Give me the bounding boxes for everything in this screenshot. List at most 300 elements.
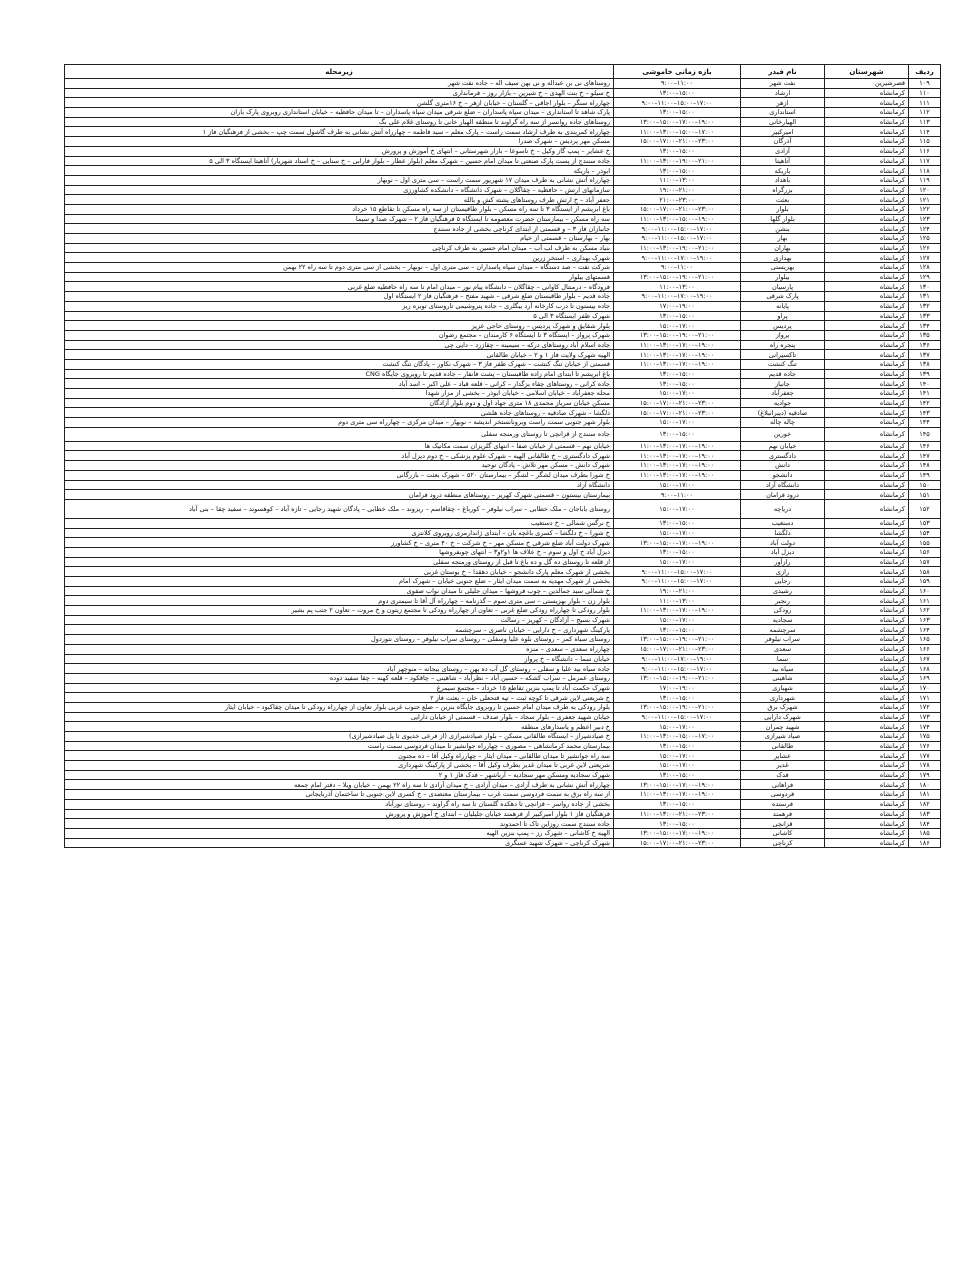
outage-time-cell: ۱۳:۰۰–۱۵:۰۰–۱۷:۰۰–۱۹:۰۰	[614, 780, 741, 790]
city-cell: کرمانشاه	[825, 528, 909, 538]
table-row	[65, 838, 941, 848]
area-cell: خیابان سما – دانشگاه – خ پرواز	[65, 654, 614, 664]
city-cell: کرمانشاه	[825, 819, 909, 829]
area-cell: چهارراه کمربندی به طرف ارشاد سمت راست – پارک معلم – سید فاطمه – چهارراه آتش نشانی به طرف گاشول سمت چپ – بخشی از فرهنگیان فاز ۱	[65, 127, 614, 137]
table-row	[65, 185, 941, 195]
feeder-cell: پردیس	[741, 321, 825, 331]
outage-time-cell: ۱۳:۰۰–۱۵:۰۰	[614, 819, 741, 829]
feeder-cell: دانشجو	[741, 470, 825, 480]
city-cell: کرمانشاه	[825, 282, 909, 292]
city-cell: کرمانشاه	[825, 635, 909, 645]
area-cell: شرکت نفت – صد دستگاه – میدان سپاه پاسداران – سی متری اول – نوبهار – بخشی از سی متری دوم تا سه راه ۲۲ بهمن	[65, 263, 614, 273]
row-number-cell: ۱۴۲	[909, 398, 941, 408]
table-row	[65, 441, 941, 451]
table-row	[65, 282, 941, 292]
feeder-cell: بنشن	[741, 224, 825, 234]
table-row	[65, 693, 941, 703]
row-number-cell: ۱۸۵	[909, 828, 941, 838]
table-row	[65, 272, 941, 282]
area-cell: خ صیادشیراز – ایستگاه طالقانی مسکن – بلوار صیادشیرازی (از فرعی خدیوی تا پل صیادشیرازی)	[65, 732, 614, 742]
city-cell: کرمانشاه	[825, 204, 909, 214]
city-cell: کرمانشاه	[825, 127, 909, 137]
table-header-row	[65, 65, 941, 79]
outage-time-cell: ۱۵:۰۰–۱۷:۰۰	[614, 761, 741, 771]
area-cell: پارکینگ شهرداری – خ دارایی – خیابان ناصری – سرچشمه	[65, 625, 614, 635]
city-cell: کرمانشاه	[825, 379, 909, 389]
area-cell: جاده سنندج از پست پارک صنعتی تا میدان امام حسین – شهرک معلم (بلوار عطار – بلوار فارابی – خ ستایی – خ استاد شهریار) آتاهیتا ایستگاه ۳ الی ۵	[65, 156, 614, 166]
row-number-cell: ۱۷۴	[909, 722, 941, 732]
city-cell: کرمانشاه	[825, 253, 909, 263]
row-number-cell: ۱۸۲	[909, 799, 941, 809]
row-number-cell: ۱۴۳	[909, 408, 941, 418]
outage-time-cell: ۱۳:۰۰–۱۵:۰۰–۱۹:۰۰–۲۱:۰۰	[614, 330, 741, 340]
city-cell: کرمانشاه	[825, 838, 909, 848]
row-number-cell: ۱۷۶	[909, 741, 941, 751]
outage-time-cell: ۱۵:۰۰–۱۷:۰۰	[614, 480, 741, 490]
row-number-cell: ۱۰۹	[909, 79, 941, 89]
outage-time-cell: ۹:۰۰–۱۱:۰۰	[614, 263, 741, 273]
city-cell: کرمانشاه	[825, 263, 909, 273]
table-row	[65, 204, 941, 214]
outage-table	[64, 64, 941, 848]
row-number-cell: ۱۴۰	[909, 379, 941, 389]
outage-time-cell: ۲۱:۰۰–۲۳:۰۰	[614, 195, 741, 205]
area-cell: باغ ابریشم از ایستگاه ۳ تا سه راه مسکن – بلوار طاقبستان از سه راه مسکن تا تقاطع ۱۵ خرداد	[65, 204, 614, 214]
outage-time-cell: ۱۵:۰۰–۱۷:۰۰	[614, 321, 741, 331]
area-cell: بهار – بهارستان – قسمتی از خیام	[65, 234, 614, 244]
city-cell: کرمانشاه	[825, 98, 909, 108]
row-number-cell: ۱۴۶	[909, 441, 941, 451]
row-number-cell: ۱۶۲	[909, 606, 941, 616]
row-number-cell: ۱۱۲	[909, 108, 941, 118]
area-cell: سه راه جوانشیر تا میدان طالقانی – میدان ایثار – چهارراه وکیل آقا – ده مجنون	[65, 751, 614, 761]
row-number-cell: ۱۲۸	[909, 263, 941, 273]
row-number-cell: ۱۱۸	[909, 166, 941, 176]
area-cell: از سه راه برق به سمت فردوسی سمت غرب – بیمارستان معتضدی – خ کسری لاین جنوبی تا ساختمان آذربایجانی	[65, 790, 614, 800]
area-cell: چهارراه آتش نشانی به طرف آزادی – میدان آزادی – خ میدان آزادی تا سه راه ۲۲ بهمن – خیابان ویلا – دفتر امام جمعه	[65, 780, 614, 790]
outage-time-cell: ۱۳:۰۰–۱۵:۰۰	[614, 547, 741, 557]
outage-time-cell: ۱۱:۰۰–۱۳:۰۰–۱۷:۰۰–۱۹:۰۰	[614, 790, 741, 800]
area-cell: خیابان شهید جعفری – بلوار سجاد – بلوار صدف – قسمتی از خیابان دارایی	[65, 712, 614, 722]
area-cell: دیزل آباد خ اول و سوم – خ علاف ها ۱و۲و۳ – انتهای چوبفروشها	[65, 547, 614, 557]
feeder-cell: شهید چمران	[741, 722, 825, 732]
area-cell: شهرک بسیج – آزادگان – کهریز – رسالت	[65, 615, 614, 625]
area-cell: جاده سنندج سمت روزاین تاک تا احمدوند	[65, 819, 614, 829]
outage-time-cell: ۱۳:۰۰–۱۵:۰۰	[614, 166, 741, 176]
city-cell: کرمانشاه	[825, 586, 909, 596]
city-cell: کرمانشاه	[825, 499, 909, 518]
table-row	[65, 234, 941, 244]
feeder-cell: آذرگان	[741, 137, 825, 147]
row-number-cell: ۱۳۸	[909, 359, 941, 369]
table-row	[65, 615, 941, 625]
row-number-cell: ۱۳۱	[909, 292, 941, 302]
city-cell: کرمانشاه	[825, 799, 909, 809]
outage-time-cell: ۱۱:۰۰–۱۳:۰۰–۱۵:۰۰–۱۹:۰۰	[614, 214, 741, 224]
table-row	[65, 88, 941, 98]
city-cell: کرمانشاه	[825, 722, 909, 732]
feeder-cell: بلوار	[741, 204, 825, 214]
city-cell: کرمانشاه	[825, 292, 909, 302]
feeder-cell: دیزل آباد	[741, 547, 825, 557]
feeder-cell: سجادیه	[741, 615, 825, 625]
city-cell: کرمانشاه	[825, 340, 909, 350]
area-cell: چهارراه سنگر – بلوار اجاقی – گلستان – خیابان ازهر – خ ۱۶متری گلشن	[65, 98, 614, 108]
area-cell: خ عشایر – پمپ گاز وکیل – خ تاسوعا – بازار شهرستانی – انتهای خ آموزش و پرورش	[65, 146, 614, 156]
city-cell: کرمانشاه	[825, 156, 909, 166]
city-cell: کرمانشاه	[825, 350, 909, 360]
header-outage-time: بازه زمانی خاموشی	[614, 65, 741, 79]
city-cell: کرمانشاه	[825, 538, 909, 548]
city-cell: کرمانشاه	[825, 557, 909, 567]
row-number-cell: ۱۳۹	[909, 369, 941, 379]
header-city: شهرستان	[825, 65, 909, 79]
row-number-cell: ۱۲۱	[909, 195, 941, 205]
city-cell: کرمانشاه	[825, 234, 909, 244]
table-row	[65, 596, 941, 606]
area-cell: شهرک ظفر ایستگاه ۳ الی ۵	[65, 311, 614, 321]
area-cell: خ شریعتی لاین شرقی تا کوچه ثبت – تپه قتحعلی خان – بعثت فاز ۲	[65, 693, 614, 703]
city-cell: کرمانشاه	[825, 117, 909, 127]
city-cell: کرمانشاه	[825, 615, 909, 625]
row-number-cell: ۱۲۰	[909, 185, 941, 195]
feeder-cell: دانش	[741, 461, 825, 471]
outage-time-cell: ۱۱:۰۰–۱۳:۰۰–۱۵:۰۰–۱۷:۰۰	[614, 127, 741, 137]
outage-time-cell: ۹:۰۰–۱۱:۰۰–۱۵:۰۰–۱۷:۰۰	[614, 577, 741, 587]
table-row	[65, 722, 941, 732]
area-cell: بلوار رودکی تا چهارراه رودکی ضلع غربی – تعاون از چهارراه رودکی تا مجتمع زیتون و خ مروت – تعاون ۲ جنب پم بشیر	[65, 606, 614, 616]
city-cell: کرمانشاه	[825, 761, 909, 771]
row-number-cell: ۱۵۴	[909, 528, 941, 538]
city-cell: کرمانشاه	[825, 441, 909, 451]
city-cell: کرمانشاه	[825, 751, 909, 761]
outage-time-cell: ۱۳:۰۰–۱۵:۰۰	[614, 379, 741, 389]
table-row	[65, 547, 941, 557]
city-cell: کرمانشاه	[825, 301, 909, 311]
city-cell: کرمانشاه	[825, 790, 909, 800]
outage-time-cell: ۱۵:۰۰–۱۷:۰۰	[614, 557, 741, 567]
table-row	[65, 263, 941, 273]
area-cell: الهیه شهرک ولایت فاز ۱ و ۲ – خیابان طالقانی	[65, 350, 614, 360]
row-number-cell: ۱۵۳	[909, 518, 941, 528]
area-cell: قسمتهای بیلوار	[65, 272, 614, 282]
outage-time-cell: ۱۵:۰۰–۱۷:۰۰	[614, 418, 741, 428]
area-cell: بلوار زن – بلوار بهزیستی – سی متری سوم – گذرنامه – چهارراه آل آقا تا سیمتری دوم	[65, 596, 614, 606]
feeder-cell: سیاه بید	[741, 664, 825, 674]
feeder-cell: رازی	[741, 567, 825, 577]
area-cell: شهرک دولت آباد ضلع شرقی خ مسکن مهر – خ شرکت – خ ۴۰ متری – خ کشاورز	[65, 538, 614, 548]
feeder-cell: استانداری	[741, 108, 825, 118]
outage-time-cell: ۱۱:۰۰–۱۳:۰۰–۱۵:۰۰–۱۷:۰۰	[614, 732, 741, 742]
table-row	[65, 175, 941, 185]
outage-time-cell: ۱۳:۰۰–۱۵:۰۰	[614, 518, 741, 528]
feeder-cell: پارسیان	[741, 282, 825, 292]
area-cell: دلگشا – شهرک صادقیه – روستاهای جاده هلشی	[65, 408, 614, 418]
feeder-cell: پارک شرقی	[741, 292, 825, 302]
feeder-cell: نفت شهر	[741, 79, 825, 89]
area-cell: بیمارستان محمد کرمانشاهی – مصوری – چهارراه جوانشیر تا میدان فردوسی سمت راست	[65, 741, 614, 751]
table-body	[65, 79, 941, 848]
city-cell: کرمانشاه	[825, 185, 909, 195]
table-row	[65, 577, 941, 587]
city-cell: کرمانشاه	[825, 330, 909, 340]
area-cell: شریعتی لاین غربی تا میدان غدیر بطرف وکیل آقا – بخشی از پارکینگ شهرداری	[65, 761, 614, 771]
area-cell: خ شورا بطرف میدان لشگر – لشگر – بیمارستان ۵۲۰ – شهرک بعثت – بازرگانی	[65, 470, 614, 480]
feeder-cell: ارشاد	[741, 88, 825, 98]
table-row	[65, 408, 941, 418]
row-number-cell: ۱۷۳	[909, 712, 941, 722]
city-cell: کرمانشاه	[825, 224, 909, 234]
feeder-cell: غدیر	[741, 761, 825, 771]
feeder-cell: دولت آباد	[741, 538, 825, 548]
feeder-cell: فرستده	[741, 799, 825, 809]
outage-time-cell: ۱۹:۰۰–۲۱:۰۰	[614, 586, 741, 596]
row-number-cell: ۱۵۰	[909, 480, 941, 490]
outage-time-cell: ۱۹:۰۰–۲۱:۰۰	[614, 185, 741, 195]
outage-time-cell: ۱۵:۰۰–۱۷:۰۰–۲۱:۰۰–۲۳:۰۰	[614, 408, 741, 418]
table-row	[65, 137, 941, 147]
area-cell: شهرک حکمت آباد تا پمپ بنزین تقاطع ۱۵ خرداد – مجتمع سیمرغ	[65, 683, 614, 693]
city-cell: کرمانشاه	[825, 175, 909, 185]
city-cell: کرمانشاه	[825, 166, 909, 176]
outage-time-cell: ۱۵:۰۰–۱۷:۰۰–۲۱:۰۰–۲۳:۰۰	[614, 398, 741, 408]
outage-time-cell: ۱۳:۰۰–۱۵:۰۰	[614, 146, 741, 156]
row-number-cell: ۱۲۳	[909, 214, 941, 224]
table-row	[65, 398, 941, 408]
city-cell: کرمانشاه	[825, 664, 909, 674]
feeder-cell: صادقیه (دیبرانبلاغ)	[741, 408, 825, 418]
outage-time-cell: ۹:۰۰–۱۱:۰۰–۱۵:۰۰–۱۷:۰۰	[614, 664, 741, 674]
row-number-cell: ۱۸۴	[909, 819, 941, 829]
feeder-cell: دستغیب	[741, 518, 825, 528]
feeder-cell: تاکسیرانی	[741, 350, 825, 360]
row-number-cell: ۱۶۸	[909, 664, 941, 674]
row-number-cell: ۱۱۳	[909, 117, 941, 127]
area-cell: روستای عمرمل – سراب کشکه – حسین آباد – نظرآباد – شاهینی – چاقکود – قلعه کهنه – چقا سفید دوده	[65, 673, 614, 683]
feeder-cell: بیلوار	[741, 272, 825, 282]
area-cell: چهارراه آتش نشانی به طرف میدان ۱۷ شهریور سمت راست – سی متری اول – نوبهار	[65, 175, 614, 185]
row-number-cell: ۱۸۶	[909, 838, 941, 848]
table-row	[65, 330, 941, 340]
table-row	[65, 243, 941, 253]
feeder-cell: دریاچه	[741, 499, 825, 518]
feeder-cell: بهاران	[741, 243, 825, 253]
area-cell: بخشی از جاده رواسر – قزانچی تا دهکده گلستان تا سه راه گراوند – روستای نورآباد	[65, 799, 614, 809]
outage-time-cell: ۱۵:۰۰–۱۷:۰۰–۲۱:۰۰–۲۳:۰۰	[614, 204, 741, 214]
table-row	[65, 635, 941, 645]
table-row	[65, 301, 941, 311]
row-number-cell: ۱۳۴	[909, 321, 941, 331]
table-row	[65, 98, 941, 108]
city-cell: کرمانشاه	[825, 780, 909, 790]
area-cell: بلوار شهر جنوبی سمت راست وبرونانستخر اندیشه – نوبهار – میدان مرکزی – چهارراه سی متری دوم	[65, 418, 614, 428]
outage-time-cell: ۱۵:۰۰–۱۷:۰۰	[614, 528, 741, 538]
outage-time-cell: ۱۷:۰۰–۱۹:۰۰	[614, 301, 741, 311]
table-row	[65, 790, 941, 800]
outage-time-cell: ۱۵:۰۰–۱۷:۰۰–۲۱:۰۰–۲۳:۰۰	[614, 137, 741, 147]
row-number-cell: ۱۴۷	[909, 451, 941, 461]
area-cell: فرودگاه – درمنتال کاوانی – چقاگلان – دانشگاه پیام نور – میدان امام تا سه راه حافظیه ضلع غربی	[65, 282, 614, 292]
row-number-cell: ۱۲۶	[909, 243, 941, 253]
row-number-cell: ۱۲۵	[909, 234, 941, 244]
feeder-cell: خورین	[741, 427, 825, 441]
table-row	[65, 499, 941, 518]
table-row	[65, 586, 941, 596]
outage-time-cell: ۱۱:۰۰–۱۳:۰۰	[614, 596, 741, 606]
feeder-cell: صیاد شیرازی	[741, 732, 825, 742]
outage-time-cell: ۱۳:۰۰–۱۵:۰۰	[614, 108, 741, 118]
outage-time-cell: ۱۳:۰۰–۱۵:۰۰	[614, 311, 741, 321]
row-number-cell: ۱۶۵	[909, 635, 941, 645]
city-cell: کرمانشاه	[825, 451, 909, 461]
row-number-cell: ۱۶۹	[909, 673, 941, 683]
city-cell: کرمانشاه	[825, 518, 909, 528]
table-row	[65, 146, 941, 156]
feeder-cell: بزرگراه	[741, 185, 825, 195]
table-row	[65, 644, 941, 654]
table-row	[65, 427, 941, 441]
table-row	[65, 712, 941, 722]
area-cell: پارک شاهد تا استانداری – میدان سپاه پاسداران – ضلع شرقی میدان سپاه پاسداران – تا میدان حافظیه – خیابان استانداری روبروی پارک باران	[65, 108, 614, 118]
header-feeder: نام فیدر	[741, 65, 825, 79]
row-number-cell: ۱۱۶	[909, 146, 941, 156]
outage-time-cell: ۱۳:۰۰–۱۵:۰۰–۱۷:۰۰–۱۹:۰۰	[614, 828, 741, 838]
feeder-cell: چاله چاله	[741, 418, 825, 428]
outage-time-cell: ۱۳:۰۰–۱۵:۰۰	[614, 741, 741, 751]
feeder-cell: پایانه	[741, 301, 825, 311]
city-cell: کرمانشاه	[825, 577, 909, 587]
feeder-cell: عشایر	[741, 751, 825, 761]
outage-time-cell: ۱۱:۰۰–۱۳:۰۰–۱۷:۰۰–۱۹:۰۰	[614, 461, 741, 471]
feeder-cell: پراو	[741, 311, 825, 321]
feeder-cell: رودکی	[741, 606, 825, 616]
feeder-cell: الهیارخانی	[741, 117, 825, 127]
city-cell: کرمانشاه	[825, 702, 909, 712]
feeder-cell: رجایی	[741, 577, 825, 587]
table-row	[65, 528, 941, 538]
row-number-cell: ۱۱۵	[909, 137, 941, 147]
table-row	[65, 311, 941, 321]
city-cell: کرمانشاه	[825, 644, 909, 654]
table-row	[65, 340, 941, 350]
feeder-cell: فرهمند	[741, 809, 825, 819]
table-row	[65, 461, 941, 471]
feeder-cell: بهار	[741, 234, 825, 244]
city-cell: کرمانشاه	[825, 88, 909, 98]
table-row	[65, 214, 941, 224]
area-cell: روستاهای جاده روانسر از سه راه گراوند تا منطقه الهیار خانی تا روستای غلام علی بگ	[65, 117, 614, 127]
row-number-cell: ۱۸۰	[909, 780, 941, 790]
area-cell: روستاهای نی بن عبداله و نی بهن سیف اله – جاده نفت شهر	[65, 79, 614, 89]
row-number-cell: ۱۷۵	[909, 732, 941, 742]
area-cell: شهرک کرناچی – شهرک شهید عسگری	[65, 838, 614, 848]
table-row	[65, 418, 941, 428]
row-number-cell: ۱۴۸	[909, 461, 941, 471]
city-cell: کرمانشاه	[825, 673, 909, 683]
feeder-cell: فراهانی	[741, 780, 825, 790]
area-cell: شهرک بهداری – استخر زرین	[65, 253, 614, 263]
area-cell: خ دبیر اعظم و پاسدارهای منطقه	[65, 722, 614, 732]
feeder-cell: امیرکبیر	[741, 127, 825, 137]
city-cell: کرمانشاه	[825, 470, 909, 480]
city-cell: کرمانشاه	[825, 461, 909, 471]
row-number-cell: ۱۵۸	[909, 567, 941, 577]
table-row	[65, 780, 941, 790]
row-number-cell: ۱۷۲	[909, 702, 941, 712]
header-area: زیرمحله	[65, 65, 614, 79]
table-row	[65, 166, 941, 176]
table-row	[65, 828, 941, 838]
table-row	[65, 799, 941, 809]
area-cell: بخشی از شهرک معلم پارک دانشجو – خیابان دهقدا – خ بوستان غربی	[65, 567, 614, 577]
outage-time-cell: ۱۵:۰۰–۱۷:۰۰	[614, 499, 741, 518]
table-row	[65, 470, 941, 480]
area-cell: الهیه خ کاشانی – شهرک رز – پمپ بنزین الهیه	[65, 828, 614, 838]
area-cell: باغ ابریشم تا ابتدای امام زاده طاقبستان – پشت فانفار – جاده قدیم تا روبروی جایگاه CNG	[65, 369, 614, 379]
outage-time-cell: ۱۳:۰۰–۱۵:۰۰–۱۷:۰۰–۱۹:۰۰	[614, 117, 741, 127]
row-number-cell: ۱۴۵	[909, 427, 941, 441]
feeder-cell: ازهر	[741, 98, 825, 108]
feeder-cell: بهداری	[741, 253, 825, 263]
outage-time-cell: ۹:۰۰–۱۱:۰۰–۱۵:۰۰–۱۷:۰۰	[614, 224, 741, 234]
feeder-cell: جعفرآباد	[741, 389, 825, 399]
city-cell: کرمانشاه	[825, 770, 909, 780]
outage-time-cell: ۱۵:۰۰–۱۷:۰۰	[614, 389, 741, 399]
outage-time-cell: ۱۳:۰۰–۱۵:۰۰	[614, 625, 741, 635]
table-row	[65, 359, 941, 369]
table-row	[65, 606, 941, 616]
feeder-cell: آتاهیتا	[741, 156, 825, 166]
city-cell: قصرشیرین	[825, 79, 909, 89]
area-cell: سه راه مسکن – بیمارستان حضرت معصومه تا ایستگاه ۵ فرهنگیان فاز ۲ – شهرک صدا و سیما	[65, 214, 614, 224]
row-number-cell: ۱۶۶	[909, 644, 941, 654]
area-cell: جعفر آباد – خ ارتش طرف روستاهای پشته کش و بالله	[65, 195, 614, 205]
city-cell: کرمانشاه	[825, 654, 909, 664]
feeder-cell: شهرک دارایی	[741, 712, 825, 722]
row-number-cell: ۱۷۹	[909, 770, 941, 780]
table-row	[65, 654, 941, 664]
outage-time-cell: ۱۱:۰۰–۱۳:۰۰–۱۷:۰۰–۱۹:۰۰	[614, 359, 741, 369]
row-number-cell: ۱۵۲	[909, 499, 941, 518]
area-cell: خیابان نهم – قسمتی از خیابان صفا – انتهای گلریزان سمت مکانیک ها	[65, 441, 614, 451]
row-number-cell: ۱۱۷	[909, 156, 941, 166]
area-cell: خ نرگس شمالی – خ دستغیب	[65, 518, 614, 528]
city-cell: کرمانشاه	[825, 547, 909, 557]
table-row	[65, 379, 941, 389]
city-cell: کرمانشاه	[825, 606, 909, 616]
feeder-cell: خیابان نهم	[741, 441, 825, 451]
outage-time-cell: ۱۱:۰۰–۱۳:۰۰–۱۹:۰۰–۲۱:۰۰	[614, 243, 741, 253]
feeder-cell: شاهینی	[741, 673, 825, 683]
feeder-cell: سعدی	[741, 644, 825, 654]
table-row	[65, 732, 941, 742]
city-cell: کرمانشاه	[825, 108, 909, 118]
area-cell: روستای باباجان – ملک خطابی – سراب نیلوفر – کورباغ – چقاقاسم – ریزوند – ملک خطابی – پادگان شهید رجایی – تازه آباد – کوهسوند – سفید چقا – بنی آباد	[65, 499, 614, 518]
table-row	[65, 741, 941, 751]
outage-time-cell: ۱۵:۰۰–۱۷:۰۰–۲۱:۰۰–۲۳:۰۰	[614, 838, 741, 848]
area-cell: شهرک پرواز – ایستگاه ۳ تا ایستگاه ۶ کارمندان – مجتمع رضوان	[65, 330, 614, 340]
area-cell: دانشگاه آزاد	[65, 480, 614, 490]
area-cell: بلوار شقایق و شهرک پردیس – روستای حاجی عزیز	[65, 321, 614, 331]
feeder-cell: دانشگاه آزاد	[741, 480, 825, 490]
city-cell: کرمانشاه	[825, 369, 909, 379]
city-cell: کرمانشاه	[825, 625, 909, 635]
outage-time-cell: ۱۳:۰۰–۱۵:۰۰–۱۹:۰۰–۲۱:۰۰	[614, 673, 741, 683]
table-row	[65, 557, 941, 567]
row-number-cell: ۱۳۷	[909, 350, 941, 360]
area-cell: جانبازان فاز ۳ – و قسمتی از ابتدای کرناچی بخشی از جاده سنندج	[65, 224, 614, 234]
feeder-cell: پرواز	[741, 330, 825, 340]
